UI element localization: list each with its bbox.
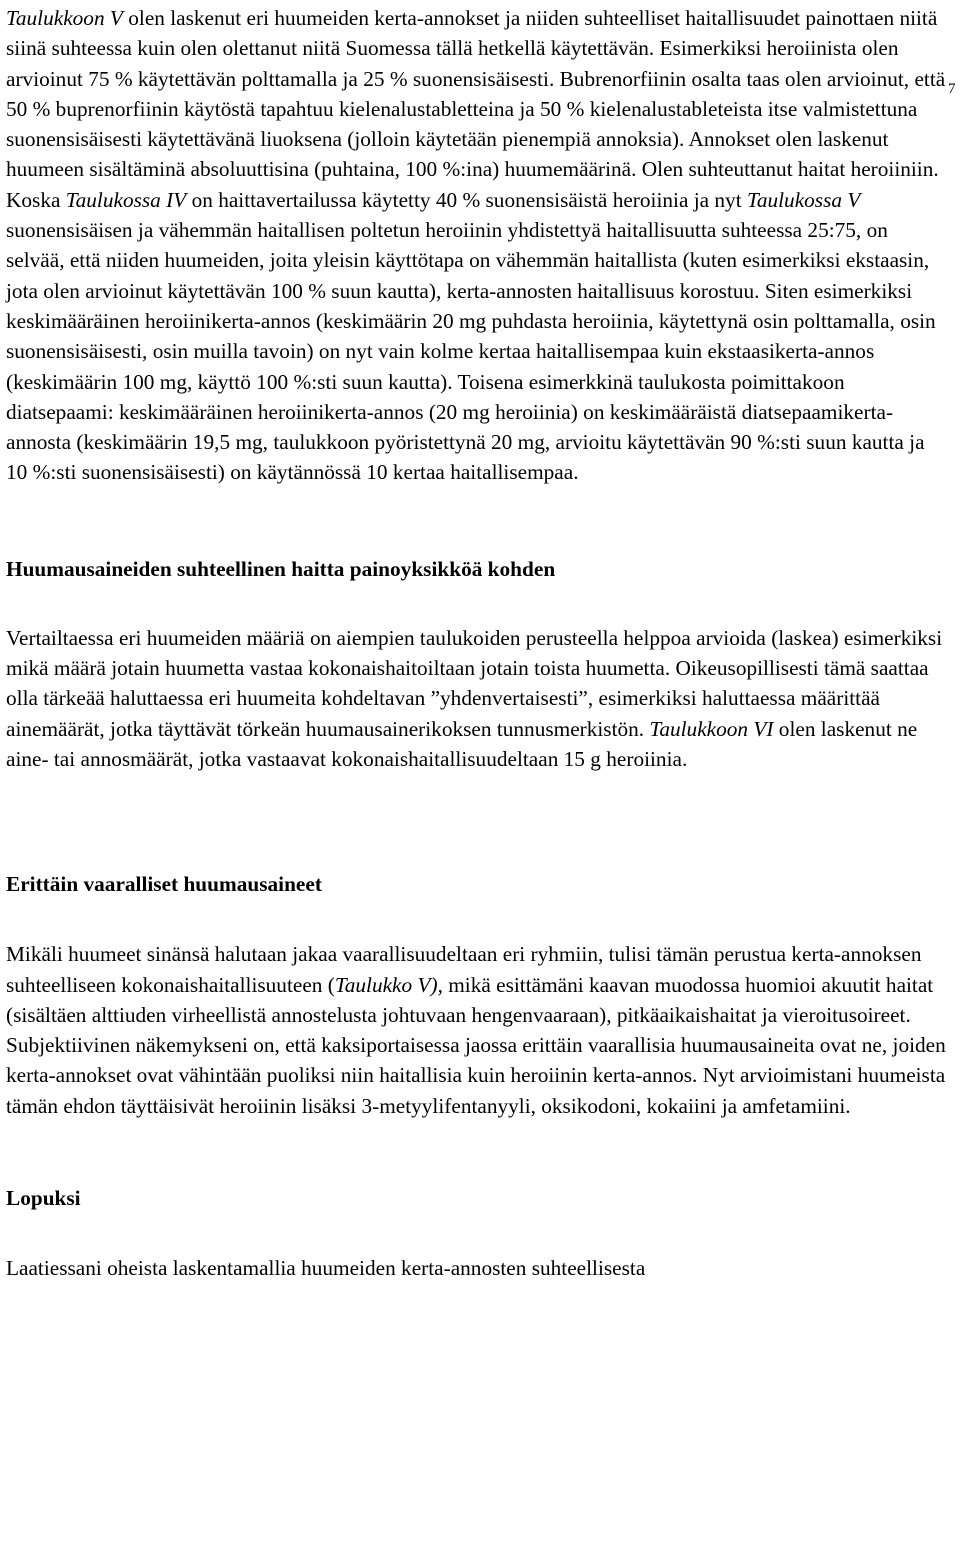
paragraph-text: suonensisäisen ja vähemmän haitallisen poltetun heroiinin yhdistettyä haitallisuutta suhteessa 25:75, on selvää, että niiden huumeiden, joita yleisin käyttötapa on vähemmän haitallista (kuten esimerkiksi ekstaasin, jota olen arvioinut käytettävän 100 % suun kautta), kerta-annosten haitallisuus korostuu. Siten esimerkiksi keskimääräinen heroiinikerta-annos (keskimäärin 20 mg puhdasta heroiinia, käytettynä osin polttamalla, osin suonensisäisesti, osin muilla tavoin) on nyt vain kolme kertaa haitallisempaa kuin ekstaasikerta-annos (keskimäärin 100 mg, käyttö 100 %:sti suun kautta). Toisena esimerkkinä taulukosta poimittakoon diatsepaami: keskimääräinen heroiinikerta-annos (20 mg heroiinia) on keskimääräistä diatsepaamikerta-annosta (keskimäärin 19,5 mg, taulukkoon pyöristettynä 20 mg, arvioitu käytettävän 90 %:sti suun kautta ja 10 %:sti suonensisäisesti) on käytännössä 10 kertaa haitallisempaa. xyxy=(6,218,936,485)
paragraph-text: olen laskenut eri huumeiden kerta-annokset ja niiden suhteelliset haitallisuudet painottaen niitä siinä suhteessa kuin olen olettanut niitä Suomessa tällä hetkellä käytettävän. Esimerkiksi heroiinista olen arvioinut 75 % käytettävän polttamalla ja 25 % suonensisäisesti. Bubrenorfiinin osalta taas olen arvioinut, että 50 % buprenorfiinin käytöstä tapahtuu kielenalustabletteina ja 50 % kielenalustableteista itse valmistettuna suonensisäisesti käytettävänä liuoksena (jolloin käytetään pienempiä annoksia). Annokset olen laskenut huumeen sisältäminä absoluuttisina (puhtaina, 100 %:ina) huumemäärinä. Olen suhteuttanut haitat heroiiniin. Koska xyxy=(6,6,946,212)
closing-paragraph: Laatiessani oheista laskentamallia huumeiden kerta-annosten suhteellisesta xyxy=(6,1256,646,1281)
weight-paragraph xyxy=(6,623,950,774)
section-heading-weight: Huumausaineiden suhteellinen haitta painoyksikköä kohden xyxy=(6,556,556,581)
table-reference: Taulukkoon V xyxy=(6,6,123,30)
section-heading-dangerous: Erittäin vaaralliset huumausaineet xyxy=(6,872,322,897)
table-reference: Taulukossa IV xyxy=(65,187,187,212)
section-heading-closing: Lopuksi xyxy=(6,1186,81,1211)
intro-paragraph xyxy=(6,3,950,488)
dangerous-paragraph xyxy=(6,939,950,1121)
paragraph-text: Mikäli huumeet sinänsä halutaan jakaa vaarallisuudeltaan eri ryhmiin, tulisi tämän perustua kerta-annoksen suhteelliseen kokonaishaitallisuuteen ( xyxy=(6,942,922,997)
paragraph-text: olen laskenut ne aine- tai annosmäärät, jotka vastaavat kokonaishaitallisuudeltaan 15 g heroiinia. xyxy=(6,716,918,771)
paragraph-text: on haittavertailussa käytetty 40 % suonensisäistä heroiinia ja nyt xyxy=(186,187,747,212)
page-number: 7 xyxy=(948,81,956,97)
paragraph-text: Vertailtaessa eri huumeiden määriä on aiempien taulukoiden perusteella helppoa arvioida (laskea) esimerkiksi mikä määrä jotain huumetta vastaa kokonaishaitoiltaan jotain toista huumetta. Oikeusopillisesti tämä saattaa olla tärkeää haluttaessa eri huumeita kohdeltavan ”yhdenvertaisesti”, esimerkiksi haluttaessa määrittää ainemäärät, jotka täyttävät törkeän huumausainerikoksen tunnusmerkistön. xyxy=(6,625,943,741)
paragraph-text: , mikä esittämäni kaavan muodossa huomioi akuutit haitat (sisältäen alttiuden virheellistä annostelusta johtuvaan hengenvaaraan), pitkäaikaishaitat ja vieroitusoireet. Subjektiivinen näkemykseni on, että kaksiportaisessa jaossa erittäin vaarallisia huumausaineita ovat ne, joiden kerta-annokset ovat vähintään puoliksi niin haitallisia kuin heroiinin kerta-annos. Nyt arvioimistani huumeista tämän ehdon täyttäisivät heroiinin lisäksi 3-metyylifentanyyli, oksikodoni, kokaiini ja amfetamiini. xyxy=(6,972,946,1118)
table-reference: Taulukko V) xyxy=(334,972,438,997)
table-reference: Taulukkoon VI xyxy=(649,716,774,741)
document-body xyxy=(6,3,950,1283)
table-reference: Taulukossa V xyxy=(746,187,861,212)
